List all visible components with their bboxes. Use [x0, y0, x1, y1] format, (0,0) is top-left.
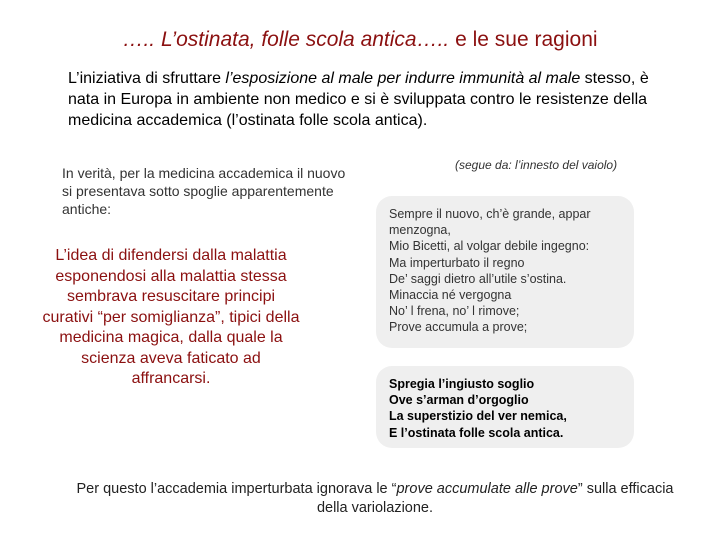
left-quote: L’idea di difendersi dalla malattia esponendosi alla malattia stessa sembrava resuscitare principi curativi “per somiglianza”, tipici della medicina magica, dalla quale la scienza aveva faticato ad affrancarsi.: [42, 247, 300, 387]
poem-stanza-2: [376, 366, 634, 441]
intro-emphasis: l’esposizione al male per indurre immunità al male: [225, 70, 581, 87]
footer-text-start: Per questo l’accademia imperturbata ignorava le “: [76, 481, 397, 497]
footer-paragraph: [60, 480, 690, 518]
footer-text-end: ” sulla efficacia della variolazione.: [316, 481, 674, 516]
slide-title: [0, 28, 720, 52]
poem-line: Prove accumula a prove;: [389, 320, 528, 335]
poem-line: Ma imperturbato il regno: [389, 255, 525, 270]
poem-box-1: [376, 196, 634, 348]
poem-line: E l’ostinata folle scola antica.: [389, 425, 564, 440]
poem-line: De’ saggi dietro all’utile s’ostina.: [389, 271, 567, 286]
poem-line: No’ l frena, no’ l rimove;: [389, 304, 520, 319]
intro-text-end: stesso, è nata in Europa in ambiente non medico e si è sviluppata contro le resistenze della medicina accademica (l’ostinata folle scola antica).: [68, 70, 649, 129]
intro-text-start: L’iniziativa di sfruttare: [68, 70, 226, 87]
poem-box-2: [376, 366, 634, 448]
intro-paragraph: [68, 68, 678, 131]
title-italic-part: ….. L’ostinata, folle scola antica…..: [122, 28, 450, 51]
poem-line: Minaccia né vergogna: [389, 288, 512, 303]
left-note: In verità, per la medicina accademica il nuovo si presentava sotto spoglie apparentemente antiche:: [62, 165, 346, 217]
title-plain-part: e le sue ragioni: [449, 28, 598, 51]
poem-stanza-1: [376, 196, 634, 336]
poem-line: Sempre il nuovo, ch’è grande, appar: [389, 207, 591, 221]
poem-line: menzogna,: [389, 223, 451, 238]
poem-line: Mio Bicetti, al volgar debile ingegno:: [389, 239, 590, 254]
poem-line: Ove s’arman d’orgoglio: [389, 393, 529, 408]
poem-line: Spregia l’ingiusto soglio: [389, 377, 535, 391]
poem-line: La superstizio del ver nemica,: [389, 409, 567, 424]
footer-emphasis: prove accumulate alle prove: [396, 481, 578, 497]
poem-citation: (segue da: l’innesto del vaiolo): [455, 158, 618, 172]
